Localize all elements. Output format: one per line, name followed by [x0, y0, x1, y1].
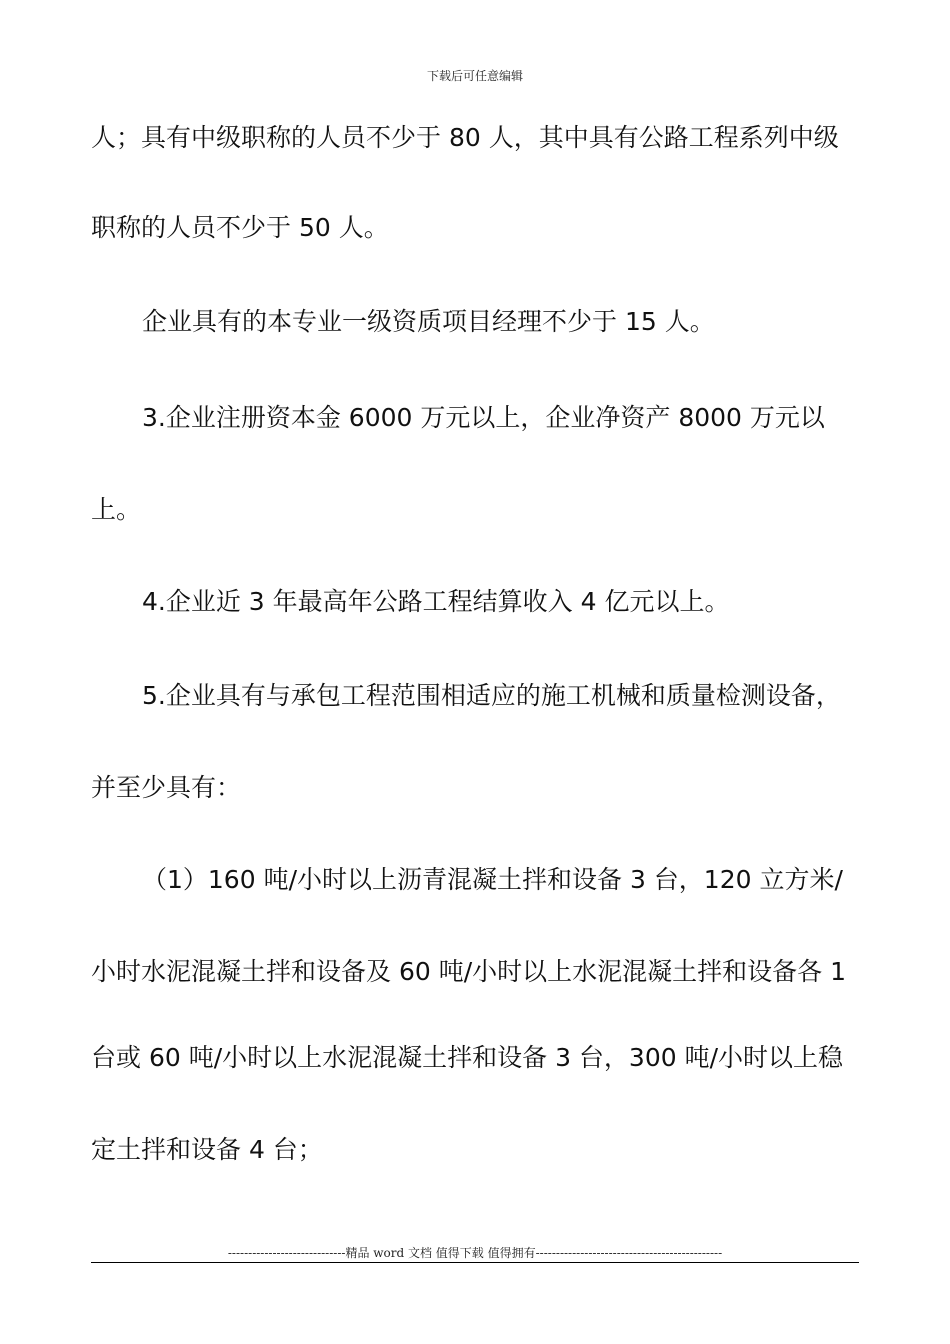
text-line-6: 4.企业近 3 年最高年公路工程结算收入 4 亿元以上。 [142, 587, 730, 616]
text-line-5: 上。 [91, 495, 142, 524]
text-line-10: 小时水泥混凝土拌和设备及 60 吨/小时以上水泥混凝土拌和设备各 1 [91, 957, 846, 986]
text-line-8: 并至少具有： [91, 773, 242, 802]
text-line-9: （1）160 吨/小时以上沥青混凝土拌和设备 3 台，120 立方米/ [142, 865, 843, 894]
text-line-4: 3.企业注册资本金 6000 万元以上，企业净资产 8000 万元以 [142, 403, 825, 432]
footer-divider [91, 1262, 859, 1263]
text-line-7: 5.企业具有与承包工程范围相适应的施工机械和质量检测设备， [142, 681, 841, 710]
text-line-12: 定土拌和设备 4 台； [91, 1135, 323, 1164]
text-line-2: 职称的人员不少于 50 人。 [91, 213, 389, 242]
page-header-note: 下载后可任意编辑 [426, 69, 523, 83]
text-line-1: 人；具有中级职称的人员不少于 80 人，其中具有公路工程系列中级 [91, 123, 839, 152]
page-footer-note: -----------------------------精品 word 文档 值得下载 值得拥有---------------------------------------------- [227, 1246, 723, 1260]
text-line-3: 企业具有的本专业一级资质项目经理不少于 15 人。 [142, 307, 715, 336]
text-line-11: 台或 60 吨/小时以上水泥混凝土拌和设备 3 台，300 吨/小时以上稳 [91, 1043, 844, 1072]
